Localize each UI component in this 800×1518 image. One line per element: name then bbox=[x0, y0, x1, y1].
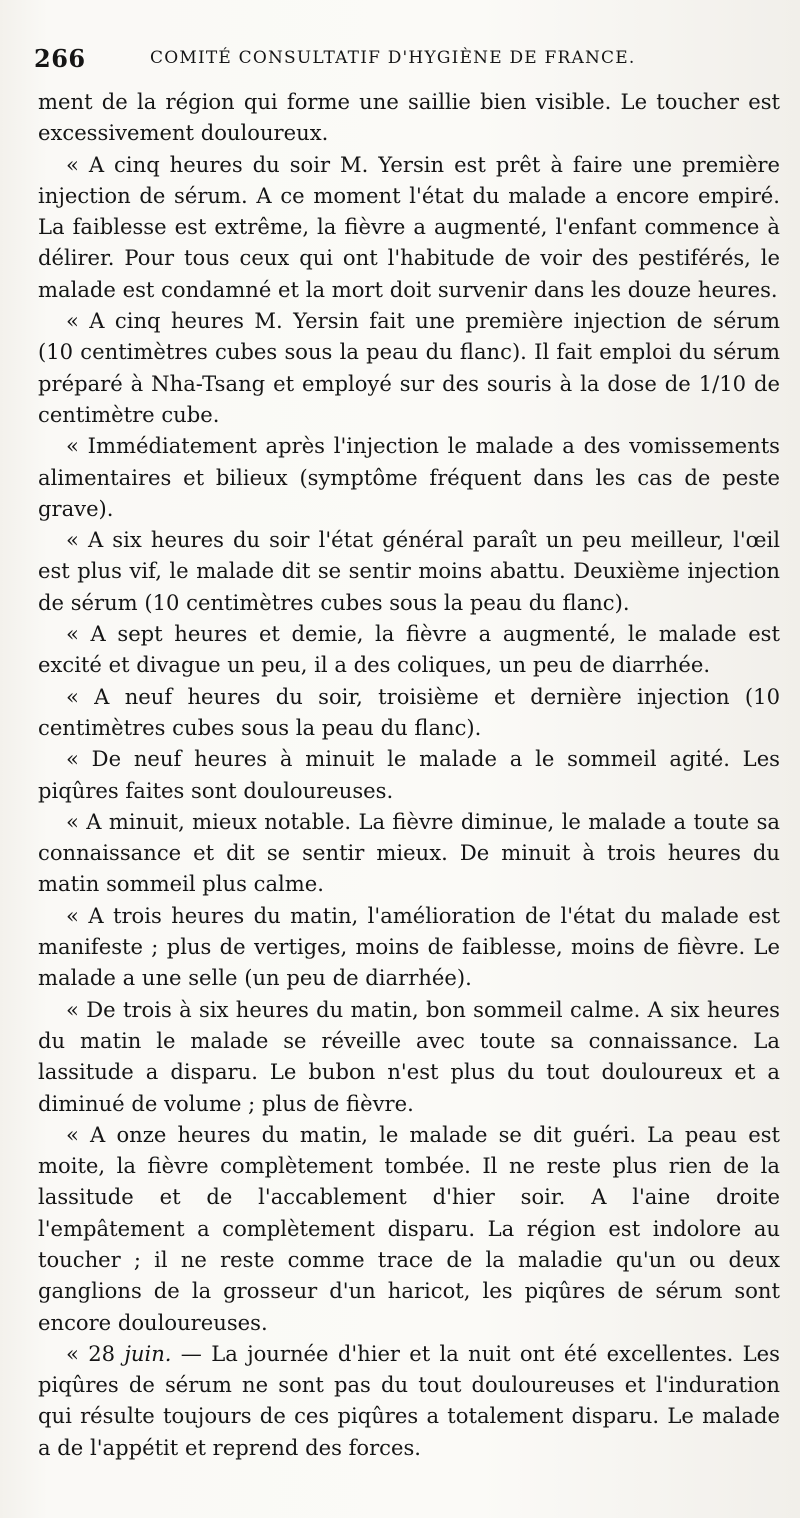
paragraph: « A onze heures du matin, le malade se dit guéri. La peau est moite, la fièvre complètement tombée. Il ne reste plus rien de la lassitude et de l'accablement d'hier soir. A l'aine droite l'empâtement a complètement disparu. La région est indolore au toucher ; il ne reste comme trace de la maladie qu'un ou deux ganglions de la grosseur d'un haricot, les piqûres de sérum sont encore douloureuses. bbox=[38, 1121, 780, 1335]
paragraph-date: juin. bbox=[124, 1340, 172, 1366]
paragraph: « De trois à six heures du matin, bon sommeil calme. A six heures du matin le malade se réveille avec toute sa connaissance. La lassitude a disparu. Le bubon n'est plus du tout douloureux et a diminué de volume ; plus de fièvre. bbox=[38, 996, 780, 1116]
paragraph: « A minuit, mieux notable. La fièvre diminue, le malade a toute sa connaissance et dit se sentir mieux. De minuit à trois heures du matin sommeil plus calme. bbox=[38, 808, 780, 897]
paragraph: « A trois heures du matin, l'amélioration de l'état du malade est manifeste ; plus de vertiges, moins de faiblesse, moins de fièvre. Le malade a une selle (un peu de diarrhée). bbox=[38, 902, 780, 991]
running-title: COMITÉ CONSULTATIF D'HYGIÈNE DE FRANCE. bbox=[150, 48, 636, 68]
paragraph-lead: « 28 bbox=[66, 1340, 125, 1366]
paragraph: « Immédiatement après l'injection le malade a des vomissements alimentaires et bilieux (symptôme fréquent dans les cas de peste grave). bbox=[38, 433, 780, 521]
body-text bbox=[38, 86, 780, 1463]
page-number: 266 bbox=[34, 44, 86, 73]
paragraph: « A six heures du soir l'état général paraît un peu meilleur, l'œil est plus vif, le malade dit se sentir moins abattu. Deuxième injection de sérum (10 centimètres cubes sous la peau du flanc). bbox=[38, 527, 780, 615]
paragraph: « A sept heures et demie, la fièvre a augmenté, le malade est excité et divague un peu, il a des coliques, un peu de diarrhée. bbox=[38, 621, 780, 678]
paragraph: « A cinq heures M. Yersin fait une première injection de sérum (10 centimètres cubes sous la peau du flanc). Il fait emploi du sérum préparé à Nha-Tsang et employé sur des souris à la dose de 1/10 de centimètre cube. bbox=[38, 308, 780, 427]
paragraph: « De neuf heures à minuit le malade a le sommeil agité. Les piqûres faites sont douloureuses. bbox=[38, 746, 780, 803]
paragraph: « A neuf heures du soir, troisième et dernière injection (10 centimètres cubes sous la peau du flanc). bbox=[38, 683, 780, 740]
paragraph: « A cinq heures du soir M. Yersin est prêt à faire une première injection de sérum. A ce moment l'état du malade a encore empiré. La faiblesse est extrême, la fièvre a augmenté, l'enfant commence à délirer. Pour tous ceux qui ont l'habitude de voir des pestiférés, le malade est condamné et la mort doit survenir dans les douze heures. bbox=[38, 151, 780, 302]
paragraph: ment de la région qui forme une saillie bien visible. Le toucher est excessivement douloureux. bbox=[38, 89, 780, 146]
paragraph-last bbox=[38, 1338, 780, 1463]
paragraph-text: — La journée d'hier et la nuit ont été excellentes. Les piqûres de sérum ne sont pas du tout douloureuses et l'induration qui résulte toujours de ces piqûres a totalement disparu. Le malade a de l'appétit et reprend des forces. bbox=[38, 1340, 780, 1460]
page-header bbox=[34, 44, 774, 78]
